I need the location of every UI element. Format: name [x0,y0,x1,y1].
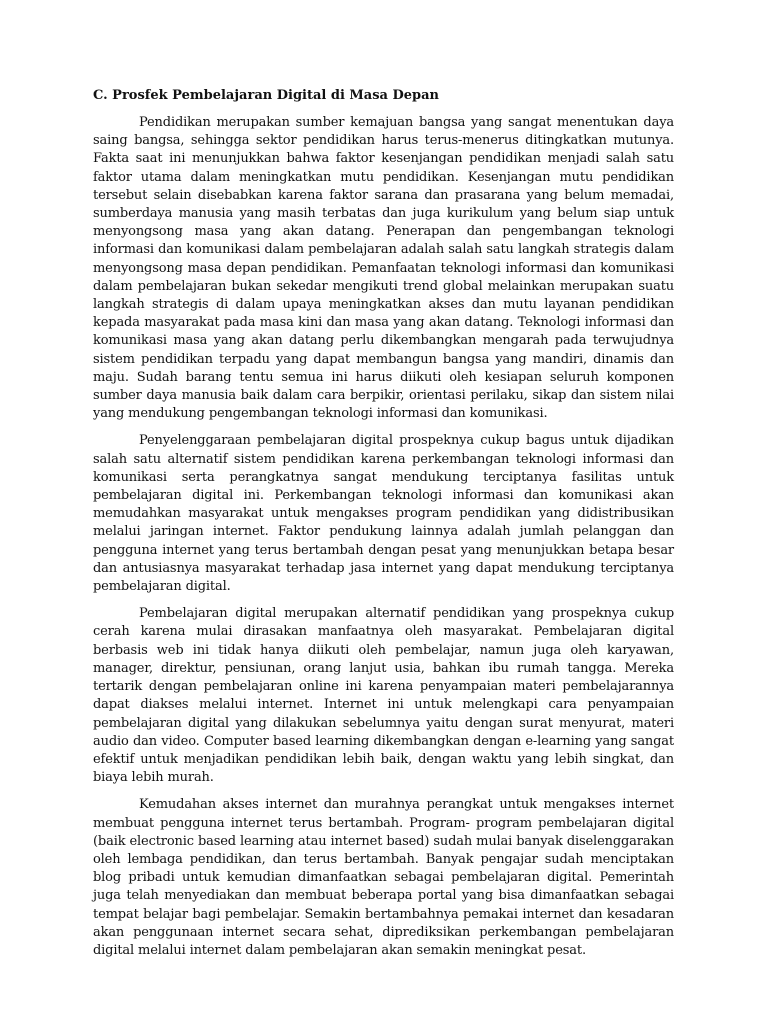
section-heading: C. Prosfek Pembelajaran Digital di Masa Depan [93,88,440,103]
document-page [93,87,674,969]
paragraph-4: Kemudahan akses internet dan murahnya perangkat untuk mengakses internet membuat pengguna internet terus bertambah. Program- program pembelajaran digital (baik electronic based learning atau internet based) sudah mulai banyak diselenggarakan oleh lembaga pendidikan, dan terus bertambah. Banyak pengajar sudah menciptakan blog pribadi untuk kemudian dimanfaatkan sebagai pembelajaran digital. Pemerintah juga telah menyediakan dan membuat beberapa portal yang bisa dimanfaatkan sebagai tempat belajar bagi pembelajar. Semakin bertambahnya pemakai internet dan kesadaran akan penggunaan internet secara sehat, diprediksikan perkembangan pembelajaran digital melalui internet dalam pembelajaran akan semakin meningkat pesat. [93,797,674,958]
paragraph-2: Penyelenggaraan pembelajaran digital prospeknya cukup bagus untuk dijadikan salah satu alternatif sistem pendidikan karena perkembangan teknologi informasi dan komunikasi serta perangkatnya sangat mendukung terciptanya fasilitas untuk pembelajaran digital ini. Perkembangan teknologi informasi dan komunikasi akan memudahkan masyarakat untuk mengakses program pendidikan yang didistribusikan melalui jaringan internet. Faktor pendukung lainnya adalah jumlah pelanggan dan pengguna internet yang terus bertambah dengan pesat yang menunjukkan betapa besar dan antusiasnya masyarakat terhadap jasa internet yang dapat mendukung terciptanya pembelajaran digital. [93,433,674,595]
paragraph-1: Pendidikan merupakan sumber kemajuan bangsa yang sangat menentukan daya saing bangsa, sehingga sektor pendidikan harus terus-menerus ditingkatkan mutunya. Fakta saat ini menunjukkan bahwa faktor kesenjangan pendidikan menjadi salah satu faktor utama dalam meningkatkan mutu pendidikan. Kesenjangan mutu pendidikan tersebut selain disebabkan karena faktor sarana dan prasarana yang belum memadai, sumberdaya manusia yang masih terbatas dan juga kurikulum yang belum siap untuk menyongsong masa yang akan datang. Penerapan dan pengembangan teknologi informasi dan komunikasi dalam pembelajaran adalah salah satu langkah strategis dalam menyongsong masa depan pendidikan. Pemanfaatan teknologi informasi dan komunikasi dalam pembelajaran bukan sekedar mengikuti trend global melainkan merupakan suatu langkah strategis di dalam upaya meningkatkan akses dan mutu layanan pendidikan kepada masyarakat pada masa kini dan masa yang akan datang. Teknologi informasi dan komunikasi masa yang akan datang perlu dikembangkan mengarah pada terwujudnya sistem pendidikan terpadu yang dapat membangun bangsa yang mandiri, dinamis dan maju. Sudah barang tentu semua ini harus diikuti oleh kesiapan seluruh komponen sumber daya manusia baik dalam cara berpikir, orientasi perilaku, sikap dan sistem nilai yang mendukung pengembangan teknologi informasi dan komunikasi. [93,115,674,422]
paragraph-3: Pembelajaran digital merupakan alternatif pendidikan yang prospeknya cukup cerah karena mulai dirasakan manfaatnya oleh masyarakat. Pembelajaran digital berbasis web ini tidak hanya diikuti oleh pembelajar, namun juga oleh karyawan, manager, direktur, pensiunan, orang lanjut usia, bahkan ibu rumah tangga. Mereka tertarik dengan pembelajaran online ini karena penyampaian materi pembelajarannya dapat diakses melalui internet. Internet ini untuk melengkapi cara penyampaian pembelajaran digital yang dilakukan sebelumnya yaitu dengan surat menyurat, materi audio dan video. Computer based learning dikembangkan dengan e-learning yang sangat efektif untuk menjadikan pendidikan lebih baik, dengan waktu yang lebih singkat, dan biaya lebih murah. [93,606,674,786]
